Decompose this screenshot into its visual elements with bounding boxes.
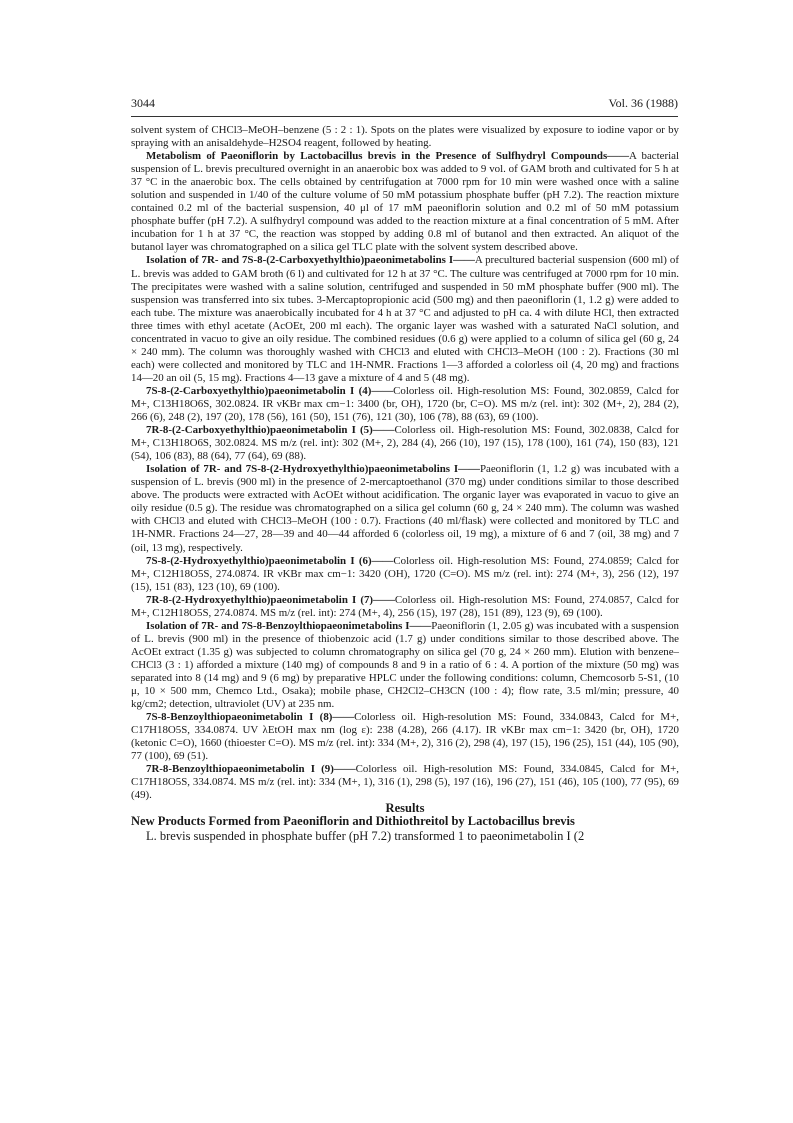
paragraph-heading: 7S-8-Benzoylthiopaeonimetabolin I (8)—— (146, 711, 355, 724)
paragraph-heading: Metabolism of Paeoniflorin by Lactobacillus brevis in the Presence of Sulfhydryl Compounds—— (146, 150, 629, 163)
paragraph: 7S-8-(2-Carboxyethylthio)paeonimetabolin I (4)——Colorless oil. High-resolution MS: Found, 302.0859, Calcd for M+, C13H18O6S, 302.0824. IR νKBr max cm−1: 3400 (br, OH), 1720 (br, C=O). MS m/z (rel. int): 302 (M+, 2), 284 (2), 266 (6), 248 (2), 197 (20), 178 (56), 161 (50), 151 (76), 121 (30), 106 (78), 88 (63), 69 (100). (131, 384, 679, 424)
article-body (131, 124, 679, 844)
page-number: 3044 (131, 96, 155, 110)
paragraph-heading: 7R-8-(2-Hydroxyethylthio)paeonimetabolin I (7)—— (146, 593, 395, 606)
paragraph: 7R-8-Benzoylthiopaeonimetabolin I (9)——Colorless oil. High-resolution MS: Found, 334.0845, Calcd for M+, C17H18O5S, 334.0874. MS m/z (rel. int): 334 (M+, 1), 316 (1), 298 (5), 197 (16), 196 (27), 151 (46), 105 (100), 77 (95), 69 (49). (131, 763, 679, 802)
paragraph-heading: 7R-8-Benzoylthiopaeonimetabolin I (9)—— (146, 763, 356, 776)
paragraph-heading: 7S-8-(2-Hydroxyethylthio)paeonimetabolin I (6)—— (146, 554, 394, 567)
journal-volume: Vol. 36 (1988) (608, 96, 678, 110)
paragraph: 7R-8-(2-Carboxyethylthio)paeonimetabolin I (5)——Colorless oil. High-resolution MS: Found, 302.0838, Calcd for M+, C13H18O6S, 302.0824. MS m/z (rel. int): 302 (M+, 2), 284 (4), 266 (10), 197 (15), 178 (100), 161 (74), 150 (83), 121 (54), 106 (83), 88 (64), 77 (64), 69 (88). (131, 424, 679, 463)
paragraph: 7R-8-(2-Hydroxyethylthio)paeonimetabolin I (7)——Colorless oil. High-resolution MS: Found, 274.0857, Calcd for M+, C12H18O5S, 274.0874. MS m/z (rel. int): 274 (M+, 4), 256 (15), 197 (28), 151 (89), 123 (9), 69 (100). (131, 593, 679, 619)
paragraph: solvent system of CHCl3–MeOH–benzene (5 : 2 : 1). Spots on the plates were visualized by exposure to iodine vapor or by spraying with an anisaldehyde–H2SO4 reagent, followed by heating. (131, 124, 679, 150)
paragraph-heading: 7R-8-(2-Carboxyethylthio)paeonimetabolin I (5)—— (146, 424, 395, 437)
paragraph: Isolation of 7R- and 7S-8-Benzoylthiopaeonimetabolins I——Paeoniflorin (1, 2.05 g) was incubated with a suspension of L. brevis (900 ml) in the presence of thiobenzoic acid (1.7 g) under conditions similar to those described above. The AcOEt extract (1.35 g) was subjected to column chromatography on silica gel (70 g, 24 × 260 mm). Elution with benzene–CHCl3 (3 : 1) afforded a mixture (140 mg) of compounds 8 and 9 in a ratio of 6 : 4. A portion of the mixture (50 mg) was separated into 8 (14 mg) and 9 (6 mg) by preparative HPLC under the following conditions: column, Chemcosorb 5-S1, (10 μ, 10 × 500 mm, Chemco Ltd., Osaka); mobile phase, CH2Cl2–CH3CN (100 : 4); flow rate, 3.5 ml/min; pressure, 40 kg/cm2; detection, ultraviolet (UV) at 235 nm. (131, 619, 680, 711)
paragraph: Isolation of 7R- and 7S-8-(2-Carboxyethylthio)paeonimetabolins I——A precultured bacterial suspension (600 ml) of L. brevis was added to GAM broth (6 l) and cultivated for 12 h at 37 °C. The culture was centrifuged at 7000 rpm for 10 min. The precipitates were washed with a saline solution, centrifuged and suspended in 50 mM phosphate buffer (900 ml). The suspension was transferred into six tubes. 3-Mercaptopropionic acid (500 mg) and then paeoniflorin (1, 1.2 g) were added to each tube. The mixture was anaerobically incubated for 4 h at 37 °C and adjusted to pH ca. 4 with dilute HCl, then extracted three times with ethyl acetate (AcOEt, 200 ml each). The organic layer was washed with a saturated NaCl solution, and concentrated in vacuo to give an oily residue. The combined residues (0.6 g) were applied to a column of silica gel (60 g, 24 × 240 mm). The column was thoroughly washed with CHCl3 and eluted with CHCl3–MeOH (100 : 2). Fractions (30 ml each) were collected and monitored by TLC and 1H-NMR. Fractions 1—3 afforded a colorless oil (4, 20 mg) and fractions 14—20 an oil (5, 15 mg). Fractions 4—13 gave a mixture of 4 and 5 (48 mg). (131, 254, 679, 384)
page-header (131, 96, 678, 111)
results-subheading: New Products Formed from Paeoniflorin and Dithiothreitol by Lactobacillus brevis (131, 814, 575, 829)
paragraph-heading: Isolation of 7R- and 7S-8-(2-Hydroxyethylthio)paeonimetabolins I—— (146, 463, 480, 476)
results-text: L. brevis suspended in phosphate buffer (pH 7.2) transformed 1 to paeonimetabolin I (2 (146, 828, 585, 843)
paragraph: 7S-8-(2-Hydroxyethylthio)paeonimetabolin I (6)——Colorless oil. High-resolution MS: Found, 274.0859; Calcd for M+, C12H18O5S, 274.0874. IR νKBr max cm−1: 3420 (OH), 1720 (C=O). MS m/z (rel. int): 274 (M+, 3), 256 (12), 197 (15), 151 (83), 123 (10), 69 (100). (131, 554, 679, 593)
paragraph-heading: Isolation of 7R- and 7S-8-Benzoylthiopaeonimetabolins I—— (146, 619, 432, 632)
paragraph: Isolation of 7R- and 7S-8-(2-Hydroxyethylthio)paeonimetabolins I——Paeoniflorin (1, 1.2 g) was incubated with a suspension of L. brevis (900 ml) in the presence of 2-mercaptoethanol (370 mg) under conditions similar to those described above. The products were extracted with AcOEt without acidification. The organic layer was evaporated in vacuo to give an oily residue (0.5 g). The residue was chromatographed on a silica gel column (60 g, 24 × 240 mm). The column was washed with CHCl3 and eluted with CHCl3–MeOH (100 : 0.7). Fractions (40 ml/flask) were collected and monitored by TLC and 1H-NMR. Fractions 24—27, 28—39 and 40—44 afforded 6 (colorless oil, 19 mg), a mixture of 6 and 7 (oil, 38 mg) and 7 (oil, 13 mg), respectively. (131, 463, 680, 554)
results-title: Results (385, 801, 425, 816)
paragraph-heading: 7S-8-(2-Carboxyethylthio)paeonimetabolin I (4)—— (146, 384, 394, 397)
paragraph: Metabolism of Paeoniflorin by Lactobacillus brevis in the Presence of Sulfhydryl Compounds——A bacterial suspension of L. brevis precultured overnight in an anaerobic box was added to 9 vol. of GAM broth and cultivated for 5 h at 37 °C in the anaerobic box. The cells obtained by centrifugation at 7000 rpm for 10 min were washed once with a saline solution and suspended in 1/40 of the culture volume of 50 mM potassium phosphate buffer (pH 7.2). The reaction mixture contained 0.2 ml of the bacterial suspension, 40 μl of 17 mM paeoniflorin solution and 0.2 ml of 50 mM potassium phosphate buffer (pH 7.2). A sulfhydryl compound was added to the reaction mixture at a final concentration of 5 mM. After incubation for 1 h at 37 °C, the reaction was stopped by adding 0.8 ml of butanol and then extracted. An aliquot of the butanol layer was chromatographed on a silica gel TLC plate with the solvent system described above. (131, 150, 679, 254)
header-rule (131, 116, 678, 117)
paragraph: 7S-8-Benzoylthiopaeonimetabolin I (8)——Colorless oil. High-resolution MS: Found, 334.0843, Calcd for M+, C17H18O5S, 334.0874. UV λEtOH max nm (log ε): 238 (4.28), 266 (4.17). IR νKBr max cm−1: 3420 (br, OH), 1720 (ketonic C=O), 1660 (thioester C=O). MS m/z (rel. int): 334 (M+, 2), 316 (2), 298 (4), 197 (15), 196 (25), 151 (44), 105 (90), 77 (100), 69 (51). (131, 711, 679, 763)
paragraph-heading: Isolation of 7R- and 7S-8-(2-Carboxyethylthio)paeonimetabolins I—— (146, 254, 475, 267)
